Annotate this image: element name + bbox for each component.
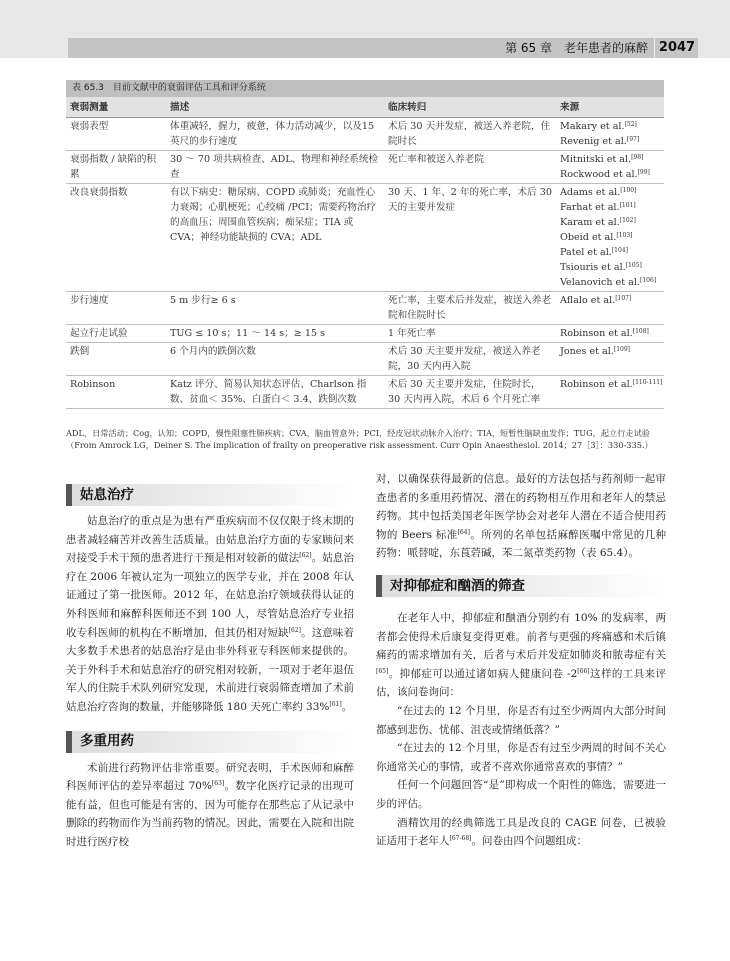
- cell-source: [556, 118, 664, 151]
- right-column: [376, 470, 666, 851]
- table-header-row: [66, 97, 664, 118]
- cell-source: [556, 376, 664, 409]
- cell-measure: 跌倒: [66, 343, 166, 376]
- section-heading-palliative: [66, 484, 354, 506]
- cell-description: 有以下病史：糖尿病、COPD 或肺炎；充血性心力衰竭；心肌梗死；心绞痛 /PCI；需要药物治疗的高血压；周围血管疾病；痴呆症；TIA 或 CVA；神经功能缺损的 CVA；ADL: [166, 184, 384, 292]
- source-citation: Makary et al.[52]: [560, 121, 637, 132]
- table-row: [66, 343, 664, 376]
- source-citation: Velanovich et al.[106]: [560, 277, 657, 288]
- cell-description: 5 m 步行≥ 6 s: [166, 292, 384, 325]
- header-source: 来源: [556, 97, 664, 118]
- source-citation: Obeid et al.[103]: [560, 232, 633, 243]
- source-citation: Patel et al.[104]: [560, 247, 628, 258]
- cell-outcome: 术后 30 天主要并发症，住院时长，30 天内再入院，术后 6 个月死亡率: [384, 376, 556, 409]
- section-heading-polypharmacy: [66, 731, 354, 753]
- header-description: 描述: [166, 97, 384, 118]
- cell-outcome: 死亡率，主要术后并发症，被送入养老院和住院时长: [384, 292, 556, 325]
- cell-measure: Robinson: [66, 376, 166, 409]
- section-title: 对抑郁症和酗酒的筛查: [390, 577, 525, 594]
- source-citation: Aflalo et al.[107]: [560, 295, 632, 306]
- question-2: “在过去的 12 个月里，你是否有过至少两周的时间不关心你通常关心的事情，或者不喜欢你通常喜欢的事情？”: [376, 742, 666, 773]
- table-caption: 表 65.3 目前文献中的衰弱评估工具和评分系统: [66, 80, 664, 97]
- cell-source: [556, 325, 664, 343]
- header-measure: 衰弱测量: [66, 97, 166, 118]
- table-row: [66, 292, 664, 325]
- paragraph: 在老年人中，抑郁症和酗酒分别约有 10% 的发病率，两者都会使得术后康复变得更难。前者与更强的疼痛感和术后镇痛药的需求增加有关，后者与术后并发症如肺炎和脓毒症有关[65]。抑郁症可以通过诸如病人健康问卷 -2[66]这样的工具来评估，该问卷询问：: [376, 611, 666, 699]
- cell-description: TUG ≤ 10 s；11 ～ 14 s；≥ 15 s: [166, 325, 384, 343]
- cell-outcome: 死亡率和被送入养老院: [384, 151, 556, 184]
- page-header-band: [0, 0, 730, 58]
- source-citation: Robinson et al.[108]: [560, 328, 649, 339]
- source-citation: Rockwood et al.[99]: [560, 169, 650, 180]
- cell-measure: 起立行走试验: [66, 325, 166, 343]
- cell-measure: 改良衰弱指数: [66, 184, 166, 292]
- cell-measure: 衰弱表型: [66, 118, 166, 151]
- source-citation: Tsiouris et al.[105]: [560, 262, 642, 273]
- source-citation: Adams et al.[100]: [560, 187, 637, 198]
- cell-source: [556, 292, 664, 325]
- source-citation: Farhat et al.[101]: [560, 202, 636, 213]
- source-citation: Mitnitski et al.[98]: [560, 154, 644, 165]
- frailty-table: [66, 97, 664, 409]
- section-title: 姑息治疗: [80, 486, 134, 503]
- section-title: 多重用药: [80, 733, 134, 750]
- paragraph: 姑息治疗的重点是为患有严重疾病而不仅仅限于终末期的患者减轻痛苦并改善生活质量。由姑息治疗方面的专家顾问来对接受手术干预的患者进行干预是相对较新的做法[62]。姑息治疗在 2006 年被认定为一项独立的医学专业，并在 2008 年认证通过了第一批医师。2012 年，在姑息治疗领域获得认证的外科医师和麻醉科医师还不到 100 人，尽管姑息治疗专业招收专科医师的机构在不断增加，但其仍相对短缺[62]。这意味着大多数手术患者的姑息治疗是由非外科亚专科医师来提供的。关于外科手术和姑息治疗的研究相对较新，一项对于老年退伍军人的住院手术队列研究发现，术前进行衰弱筛查增加了术前姑息治疗咨询的数量，并能够降低 180 天死亡率约 33%[61]。: [66, 515, 355, 713]
- cell-measure: 步行速度: [66, 292, 166, 325]
- paragraph: 对，以确保获得最新的信息。最好的方法包括与药剂师一起审查患者的多重用药情况、潜在的药物相互作用和老年人的禁忌药物。其中包括美国老年医学协会对老年人潜在不适合使用药物的 Beers 标准[64]。所列的名单包括麻醉医嘱中常见的几种药物：哌替啶，东莨菪碱，苯二氮䓬类药物（表 65.4）。: [376, 473, 666, 560]
- cell-description: 体重减轻，握力，疲惫，体力活动减少，以及15 英尺的步行速度: [166, 118, 384, 151]
- left-column: [66, 478, 354, 852]
- question-1: “在过去的 12 个月里，你是否有过至少两周内大部分时间都感到悲伤、忧郁、沮丧或情绪低落？”: [376, 704, 666, 736]
- paragraph: 术前进行药物评估非常重要。研究表明，手术医师和麻醉科医师评估的差异率超过 70%[63]。数字化医疗记录的出现可能有益，但也可能是有害的，因为可能存在那些忘了从记录中删除的药物而作为当前药物的情况。因此，需要在入院和出院时进行医疗校: [66, 761, 354, 848]
- table-row: [66, 376, 664, 409]
- header-outcome: 临床转归: [384, 97, 556, 118]
- cell-description: 6 个月内的跌倒次数: [166, 343, 384, 376]
- paragraph: 酒精饮用的经典筛选工具是改良的 CAGE 问卷，已被验证适用于老年人[67-68]。问卷由四个问题组成：: [376, 816, 666, 848]
- table-row: [66, 325, 664, 343]
- cell-outcome: 术后 30 天主要并发症，被送入养老院，30 天内再入院: [384, 343, 556, 376]
- source-citation: Karam et al.[102]: [560, 217, 636, 228]
- section-heading-depression: [376, 575, 666, 597]
- cell-description: 30 ～ 70 项共病检查、ADL、物理和神经系统检查: [166, 151, 384, 184]
- cell-source: [556, 151, 664, 184]
- chapter-title: 第 65 章 老年患者的麻醉: [505, 41, 648, 55]
- cell-outcome: 30 天、1 年、2 年的死亡率，术后 30 天的主要并发症: [384, 184, 556, 292]
- paragraph: 任何一个问题回答“是”即构成一个阳性的筛选，需要进一步的评估。: [376, 779, 666, 810]
- cell-source: [556, 184, 664, 292]
- source-citation: Revenig et al.[97]: [560, 136, 640, 147]
- cell-outcome: 术后 30 天并发症，被送入养老院，住院时长: [384, 118, 556, 151]
- table-footnote: ADL，日常活动；Cog，认知；COPD，慢性阻塞性肺疾病；CVA，脑血管意外；PCI，经皮冠状动脉介入治疗；TIA，短暂性脑缺血发作；TUG，起立行走试验（From Amrock LG，Deiner S. The implication of frailty on preoperative risk assessment. Curr Opin Anaesthesiol. 2014；27［3］：330-335.）: [66, 428, 653, 450]
- source-citation: Jones et al.[109]: [560, 346, 631, 357]
- cell-outcome: 1 年死亡率: [384, 325, 556, 343]
- cell-description: Katz 评分、简易认知状态评估、Charlson 指数、贫血＜ 35%、白蛋白＜ 3.4、跌倒次数: [166, 376, 384, 409]
- table-row: [66, 184, 664, 292]
- source-citation: Robinson et al.[110-111]: [560, 379, 663, 390]
- table-row: [66, 151, 664, 184]
- table-row: [66, 118, 664, 151]
- cell-source: [556, 343, 664, 376]
- cell-measure: 衰弱指数 / 缺陷的积累: [66, 151, 166, 184]
- page-number: 2047: [654, 38, 699, 58]
